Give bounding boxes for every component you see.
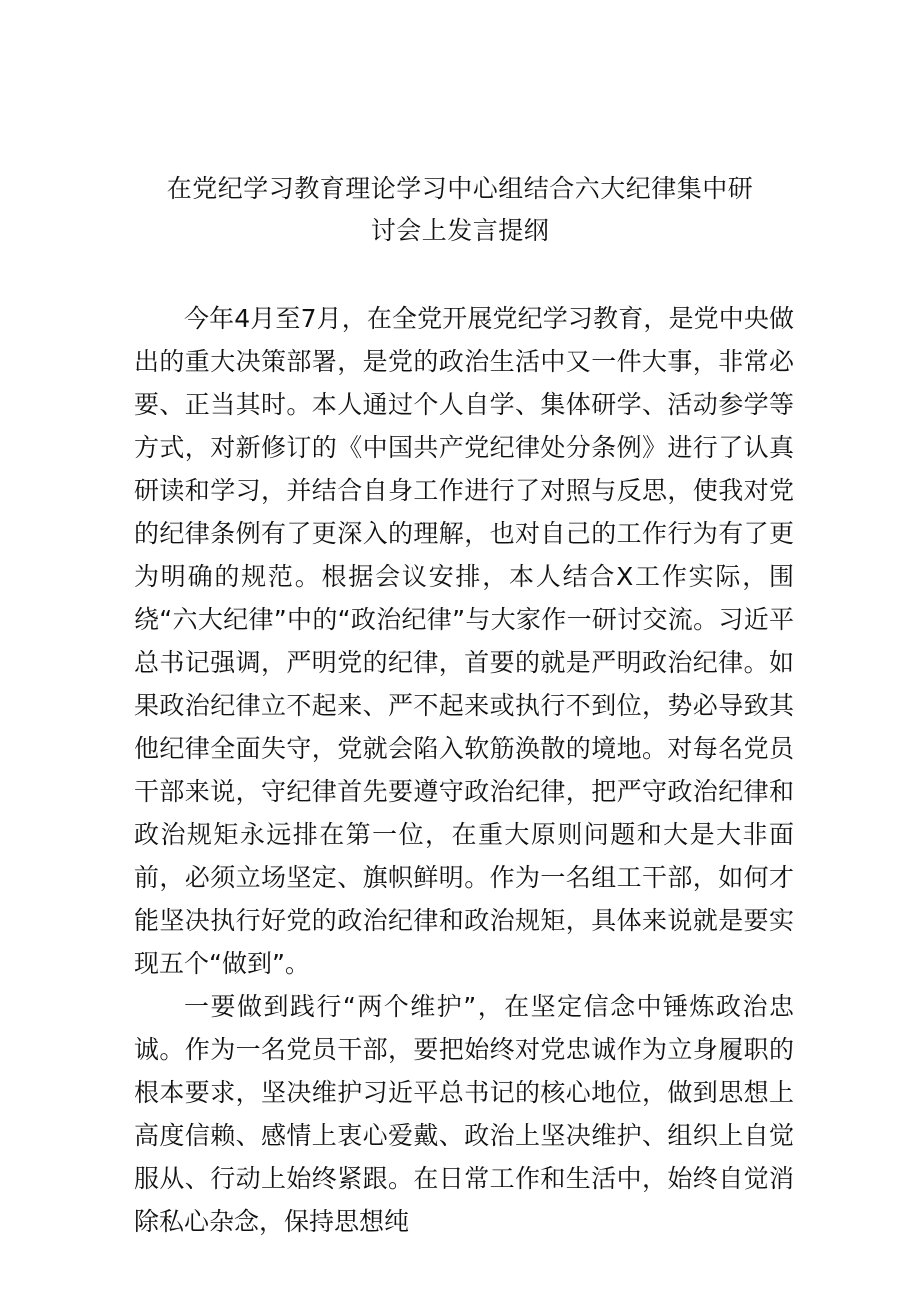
paragraph-point-one: 一要做到践行“两个维护”，在坚定信念中锤炼政治忠诚。作为一名党员干部，要把始终对党忠诚作为立身履职的根本要求，坚决维护习近平总书记的核心地位，做到思想上高度信赖、感情上衷心爱戴、政治上坚决维护、组织上自觉服从、行动上始终紧跟。在日常工作和生活中，始终自觉消除私心杂念，保持思想纯 xyxy=(134,992,794,1236)
document-title xyxy=(110,168,810,252)
title-line-2: 讨会上发言提纲 xyxy=(370,216,550,245)
paragraph-intro: 今年4月至7月，在全党开展党纪学习教育，是党中央做出的重大决策部署，是党的政治生活中又一件大事，非常必要、正当其时。本人通过个人自学、集体研学、活动参学等方式，对新修订的《中国共产党纪律处分条例》进行了认真研读和学习，并结合自身工作进行了对照与反思，使我对党的纪律条例有了更深入的理解，也对自己的工作行为有了更为明确的规范。根据会议安排，本人结合X工作实际，围绕“六大纪律”中的“政治纪律”与大家作一研讨交流。习近平总书记强调，严明党的纪律，首要的就是严明政治纪律。如果政治纪律立不起来、严不起来或执行不到位，势必导致其他纪律全面失守，党就会陷入软筋涣散的境地。对每名党员干部来说，守纪律首先要遵守政治纪律，把严守政治纪律和政治规矩永远排在第一位，在重大原则问题和大是大非面前，必须立场坚定、旗帜鲜明。作为一名组工干部，如何才能坚决执行好党的政治纪律和政治规矩，具体来说就是要实现五个“做到”。 xyxy=(134,304,794,978)
document-body xyxy=(134,297,794,1243)
title-line-1: 在党纪学习教育理论学习中心组结合六大纪律集中研 xyxy=(166,174,754,203)
